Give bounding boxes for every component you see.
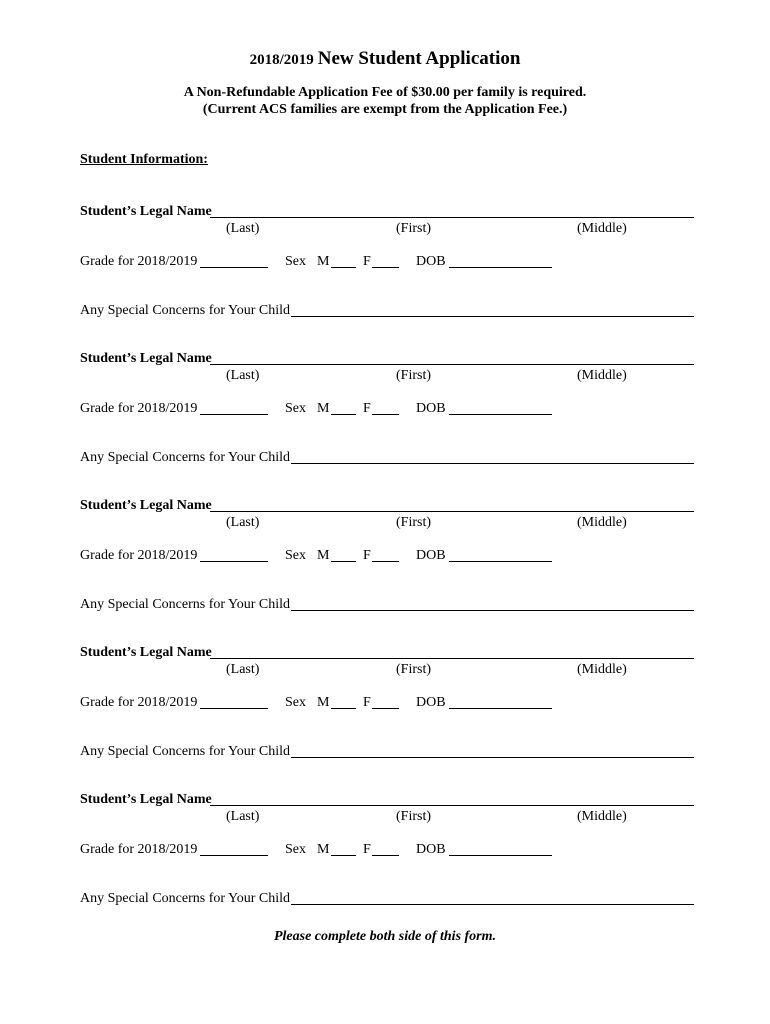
dob-field[interactable]: [449, 561, 552, 562]
sex-f-field[interactable]: [372, 267, 399, 268]
dob-field[interactable]: [449, 267, 552, 268]
last-name-caption: (Last): [226, 515, 260, 530]
dob-label: DOB: [416, 548, 446, 563]
sex-label: Sex: [285, 401, 306, 416]
sex-m-field[interactable]: [331, 414, 356, 415]
special-concerns-label: Any Special Concerns for Your Child: [80, 303, 290, 318]
fee-exemption-notice: (Current ACS families are exempt from the Application Fee.): [202, 102, 568, 117]
sex-m-label: M: [317, 842, 330, 857]
grade-field[interactable]: [200, 414, 268, 415]
legal-name-field[interactable]: [210, 364, 694, 365]
last-name-caption: (Last): [226, 662, 260, 677]
dob-field[interactable]: [449, 708, 552, 709]
special-concerns-label: Any Special Concerns for Your Child: [80, 450, 290, 465]
special-concerns-field[interactable]: [291, 904, 694, 905]
first-name-caption: (First): [396, 515, 431, 530]
last-name-caption: (Last): [226, 368, 260, 383]
dob-field[interactable]: [449, 414, 552, 415]
dob-label: DOB: [416, 401, 446, 416]
special-concerns-field[interactable]: [291, 757, 694, 758]
legal-name-field[interactable]: [210, 805, 694, 806]
student-block: [0, 350, 770, 490]
special-concerns-label: Any Special Concerns for Your Child: [80, 891, 290, 906]
dob-field[interactable]: [449, 855, 552, 856]
sex-f-label: F: [363, 548, 371, 563]
footer-instruction: Please complete both side of this form.: [273, 929, 497, 944]
legal-name-field[interactable]: [210, 658, 694, 659]
sex-m-label: M: [317, 548, 330, 563]
legal-name-label: Student’s Legal Name: [80, 498, 212, 513]
special-concerns-field[interactable]: [291, 316, 694, 317]
sex-f-field[interactable]: [372, 414, 399, 415]
grade-field[interactable]: [200, 267, 268, 268]
special-concerns-field[interactable]: [291, 610, 694, 611]
student-block: [0, 497, 770, 637]
grade-field[interactable]: [200, 855, 268, 856]
sex-label: Sex: [285, 254, 306, 269]
middle-name-caption: (Middle): [577, 662, 627, 677]
grade-label: Grade for 2018/2019: [80, 401, 198, 416]
sex-label: Sex: [285, 695, 306, 710]
first-name-caption: (First): [396, 221, 431, 236]
sex-f-field[interactable]: [372, 855, 399, 856]
grade-label: Grade for 2018/2019: [80, 254, 198, 269]
grade-field[interactable]: [200, 561, 268, 562]
fee-notice: A Non-Refundable Application Fee of $30.00 per family is required.: [183, 85, 587, 100]
grade-label: Grade for 2018/2019: [80, 548, 198, 563]
page-title: [0, 48, 770, 71]
title-year: 2018/2019: [249, 52, 314, 68]
student-information-heading: Student Information:: [80, 152, 208, 167]
middle-name-caption: (Middle): [577, 221, 627, 236]
middle-name-caption: (Middle): [577, 809, 627, 824]
grade-field[interactable]: [200, 708, 268, 709]
first-name-caption: (First): [396, 662, 431, 677]
sex-f-label: F: [363, 695, 371, 710]
student-block: [0, 791, 770, 931]
legal-name-field[interactable]: [210, 217, 694, 218]
middle-name-caption: (Middle): [577, 515, 627, 530]
sex-label: Sex: [285, 842, 306, 857]
middle-name-caption: (Middle): [577, 368, 627, 383]
dob-label: DOB: [416, 842, 446, 857]
legal-name-field[interactable]: [210, 511, 694, 512]
sex-f-field[interactable]: [372, 561, 399, 562]
sex-f-field[interactable]: [372, 708, 399, 709]
title-text: New Student Application: [317, 48, 521, 69]
last-name-caption: (Last): [226, 221, 260, 236]
legal-name-label: Student’s Legal Name: [80, 351, 212, 366]
special-concerns-field[interactable]: [291, 463, 694, 464]
special-concerns-label: Any Special Concerns for Your Child: [80, 744, 290, 759]
sex-f-label: F: [363, 254, 371, 269]
sex-m-field[interactable]: [331, 855, 356, 856]
sex-f-label: F: [363, 842, 371, 857]
legal-name-label: Student’s Legal Name: [80, 645, 212, 660]
sex-m-label: M: [317, 695, 330, 710]
special-concerns-label: Any Special Concerns for Your Child: [80, 597, 290, 612]
first-name-caption: (First): [396, 368, 431, 383]
sex-m-field[interactable]: [331, 561, 356, 562]
sex-m-field[interactable]: [331, 267, 356, 268]
student-block: [0, 203, 770, 343]
grade-label: Grade for 2018/2019: [80, 842, 198, 857]
sex-m-label: M: [317, 401, 330, 416]
sex-m-label: M: [317, 254, 330, 269]
sex-m-field[interactable]: [331, 708, 356, 709]
student-block: [0, 644, 770, 784]
legal-name-label: Student’s Legal Name: [80, 792, 212, 807]
dob-label: DOB: [416, 254, 446, 269]
legal-name-label: Student’s Legal Name: [80, 204, 212, 219]
last-name-caption: (Last): [226, 809, 260, 824]
sex-f-label: F: [363, 401, 371, 416]
first-name-caption: (First): [396, 809, 431, 824]
grade-label: Grade for 2018/2019: [80, 695, 198, 710]
sex-label: Sex: [285, 548, 306, 563]
dob-label: DOB: [416, 695, 446, 710]
